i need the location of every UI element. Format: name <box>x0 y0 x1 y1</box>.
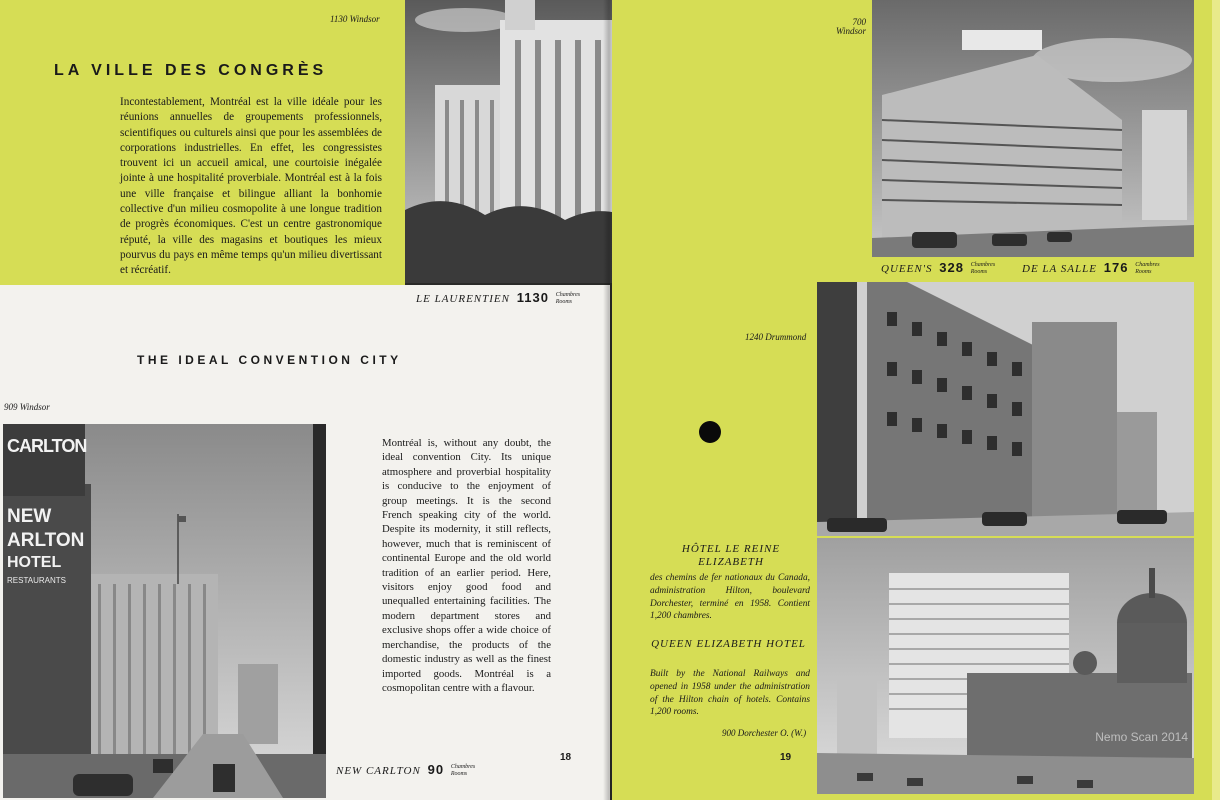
new-carlton-rooms-label: Chambres Rooms <box>450 764 476 778</box>
english-heading: THE IDEAL CONVENTION CITY <box>137 353 402 367</box>
le-laurentien-caption <box>416 290 580 306</box>
qe-english-text: Built by the National Railways and opened in 1958 under the administration of the Hilton chain of hotels. Contains 1,200 rooms. <box>650 669 810 718</box>
queens-caption <box>881 260 995 276</box>
drummond-hotel-photo <box>817 282 1194 536</box>
carlton-sign-top: CARLTON <box>7 436 87 456</box>
new-carlton-rooms-count: 90 <box>427 762 445 777</box>
queens-name: QUEEN'S <box>881 263 933 275</box>
qe-french-text: des chemins de fer nationaux du Canada, administration Hilton, boulevard Dorchester, terminé en 1958. Contient 1,200 chambres. <box>650 573 810 622</box>
new-carlton-caption <box>336 762 475 778</box>
french-heading: LA VILLE DES CONGRÈS <box>54 62 328 79</box>
page-number-left: 18 <box>560 752 572 763</box>
french-body-text: Incontestablement, Montréal est la ville idéale pour les réunions annuelles de groupements professionnels, scientifiques ou culturels ainsi que pour les assemblées de corporations industrielles. En effet, les congressistes trouvent ici un accueil amical, une courtoisie inégalée jointe à une hospitalité proverbiale. Montréal est à la fois une ville française et bilingue alliant la bonhomie collective d'un milieu cosmopolite à une longue tradition de progrès économiques. C'est un centre gastronomique réputé, la ville des magasins et boutiques les mieux pourvus du pays en même temps qu'un milieu divertissant et récréatif. <box>120 96 382 277</box>
queens-rooms-count: 328 <box>939 260 964 275</box>
address-700-windsor: 700 Windsor <box>835 17 866 36</box>
le-laurentien-name: LE LAURENTIEN <box>416 293 510 305</box>
carlton-sign-hotel: HOTEL <box>7 554 62 571</box>
qe-address: 900 Dorchester O. (W.) <box>722 728 807 738</box>
qe-french-title: HÔTEL LE REINE ELIZABETH <box>681 543 781 568</box>
de-la-salle-rooms-label: Chambres Rooms <box>1135 262 1160 276</box>
punch-hole <box>699 421 721 443</box>
carlton-sign-arlton: ARLTON <box>7 530 85 551</box>
queen-elizabeth-photo <box>817 538 1194 794</box>
right-edge <box>1212 0 1220 800</box>
qe-english-title: QUEEN ELIZABETH HOTEL <box>651 638 806 650</box>
de-la-salle-rooms-count: 176 <box>1103 260 1129 275</box>
queens-hotel-photo <box>872 0 1194 257</box>
le-laurentien-rooms-count: 1130 <box>516 290 549 305</box>
scan-watermark: Nemo Scan 2014 <box>1095 730 1188 744</box>
de-la-salle-name: DE LA SALLE <box>1022 263 1097 275</box>
address-909-windsor: 909 Windsor <box>4 402 50 412</box>
carlton-sign-restaurants: RESTAURANTS <box>7 576 66 585</box>
le-laurentien-rooms-label: Chambres Rooms <box>555 292 581 306</box>
new-carlton-name: NEW CARLTON <box>336 765 421 777</box>
page-number-right: 19 <box>780 752 792 763</box>
carlton-sign-new: NEW <box>7 506 52 527</box>
new-carlton-photo <box>3 424 326 798</box>
queens-rooms-label: Chambres Rooms <box>970 262 996 276</box>
de-la-salle-caption <box>1022 260 1160 276</box>
address-1130-windsor: 1130 Windsor <box>330 14 380 24</box>
address-1240-drummond: 1240 Drummond <box>745 332 807 342</box>
english-body-text: Montréal is, without any doubt, the ideal convention City. Its unique atmosphere and proverbial hospitality is conducive to the enjoyment of group meetings. It is the second French speaking city of the world. Despite its modernity, it still reflects, however, much that is reminiscent of continental Europe and the old world tradition of an earlier period. Here, visitors enjoy good food and unequalled entertaining facilities. The modern department stores and exclusive shops offer a wide choice of merchandise, the products of the domestic industry as well as the finest imported goods. Montréal is a cosmopolitan centre with a flavour. <box>382 437 551 694</box>
